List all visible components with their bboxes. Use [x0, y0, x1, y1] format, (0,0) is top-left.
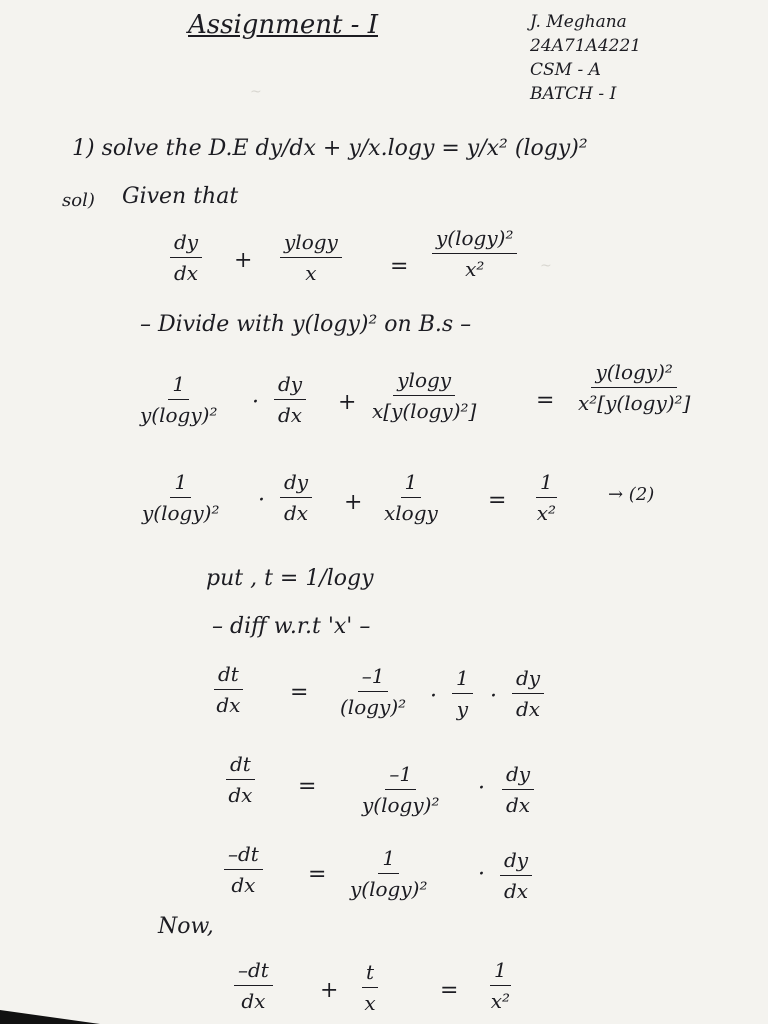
eq7-term-a: $\frac{-dt}{dx}$: [234, 958, 273, 1013]
eq5-equals: =: [298, 774, 317, 799]
eq4-equals: =: [290, 680, 309, 705]
title-text: Assignment - I: [188, 10, 378, 40]
eq3-term-d: $\frac{1}{\text{x²}}$: [536, 470, 557, 525]
eq4-term-d: $\frac{dy}{dx}$: [512, 666, 544, 721]
eq4-term-c: $\frac{1}{y}$: [452, 666, 473, 721]
eq6-dot: ·: [478, 862, 485, 887]
eq7-equals: =: [440, 978, 459, 1003]
section: CSM - A: [530, 60, 601, 80]
scan-shadow-corner: [0, 1010, 100, 1024]
eq5-dot: ·: [478, 776, 485, 801]
eq5-term-b: $\frac{-1}{\text{y(logy)²}}$: [362, 762, 440, 817]
eq2-dot: ·: [252, 390, 259, 415]
eq7-term-c: $\frac{1}{\text{x²}}$: [490, 958, 511, 1013]
substitution-step: put , t = 1/logy: [206, 566, 374, 591]
eq1-term-c: $\frac{\text{y(logy)²}}{\text{x²}}$: [432, 226, 517, 281]
eq1-plus: +: [234, 248, 253, 273]
eq4-term-b: $\frac{-1}{\text{(logy)²}}$: [340, 664, 407, 719]
eq1-equals: =: [390, 254, 409, 279]
batch: BATCH - I: [530, 84, 617, 104]
eq3-equals: =: [488, 488, 507, 513]
eq2-term-a: $\frac{1}{\text{y(logy)²}}$: [140, 372, 218, 427]
eq5-term-c: $\frac{dy}{dx}$: [502, 762, 534, 817]
differentiate-step: – diff w.r.t 'x' –: [212, 614, 371, 639]
bleed-through-mark: ~: [540, 258, 552, 274]
eq6-term-c: $\frac{dy}{dx}$: [500, 848, 532, 903]
student-name: J. Meghana: [530, 12, 627, 32]
eq3-dot: ·: [258, 488, 265, 513]
roll-number: 24A71A4221: [530, 36, 642, 56]
eq3-term-b: $\frac{dy}{dx}$: [280, 470, 312, 525]
eq3-term-a: $\frac{1}{\text{y(logy)²}}$: [142, 470, 220, 525]
eq1-term-b: $\frac{ylogy}{x}$: [280, 230, 342, 285]
eq5-term-a: $\frac{dt}{dx}$: [226, 752, 255, 807]
bleed-through-mark: ~: [250, 84, 262, 100]
eq4-dot-1: ·: [430, 684, 437, 709]
divide-step: – Divide with y(logy)² on B.s –: [140, 312, 472, 337]
eq4-dot-2: ·: [490, 684, 497, 709]
eq2-equals: =: [536, 388, 555, 413]
eq3-term-c: $\frac{1}{xlogy}$: [384, 470, 438, 525]
eq6-term-b: $\frac{1}{\text{y(logy)²}}$: [350, 846, 428, 901]
eq6-term-a: $\frac{-dt}{dx}$: [224, 842, 263, 897]
eq2-term-b: $\frac{dy}{dx}$: [274, 372, 306, 427]
question-text: 1) solve the D.E dy/dx + y/x.logy = y/x² (logy)²: [72, 136, 588, 161]
eq2-term-d: $\frac{\text{y(logy)²}}{\text{x²[y(logy)²]}}$: [578, 360, 691, 415]
solution-label: sol): [62, 190, 95, 211]
given-text: Given that: [122, 184, 239, 209]
eq3-plus: +: [344, 490, 363, 515]
eq2-term-c: $\frac{ylogy}{\text{x[y(logy)²]}}$: [372, 368, 477, 423]
eq7-term-b: $\frac{t}{x}$: [362, 960, 378, 1015]
page-title: [188, 10, 378, 40]
eq7-plus: +: [320, 978, 339, 1003]
eq4-term-a: $\frac{dt}{dx}$: [214, 662, 243, 717]
eq2-plus: +: [338, 390, 357, 415]
now-label: Now,: [158, 914, 214, 939]
eq3-reference: → (2): [608, 484, 655, 505]
eq1-term-a: $\frac{dy}{dx}$: [170, 230, 202, 285]
eq6-equals: =: [308, 862, 327, 887]
